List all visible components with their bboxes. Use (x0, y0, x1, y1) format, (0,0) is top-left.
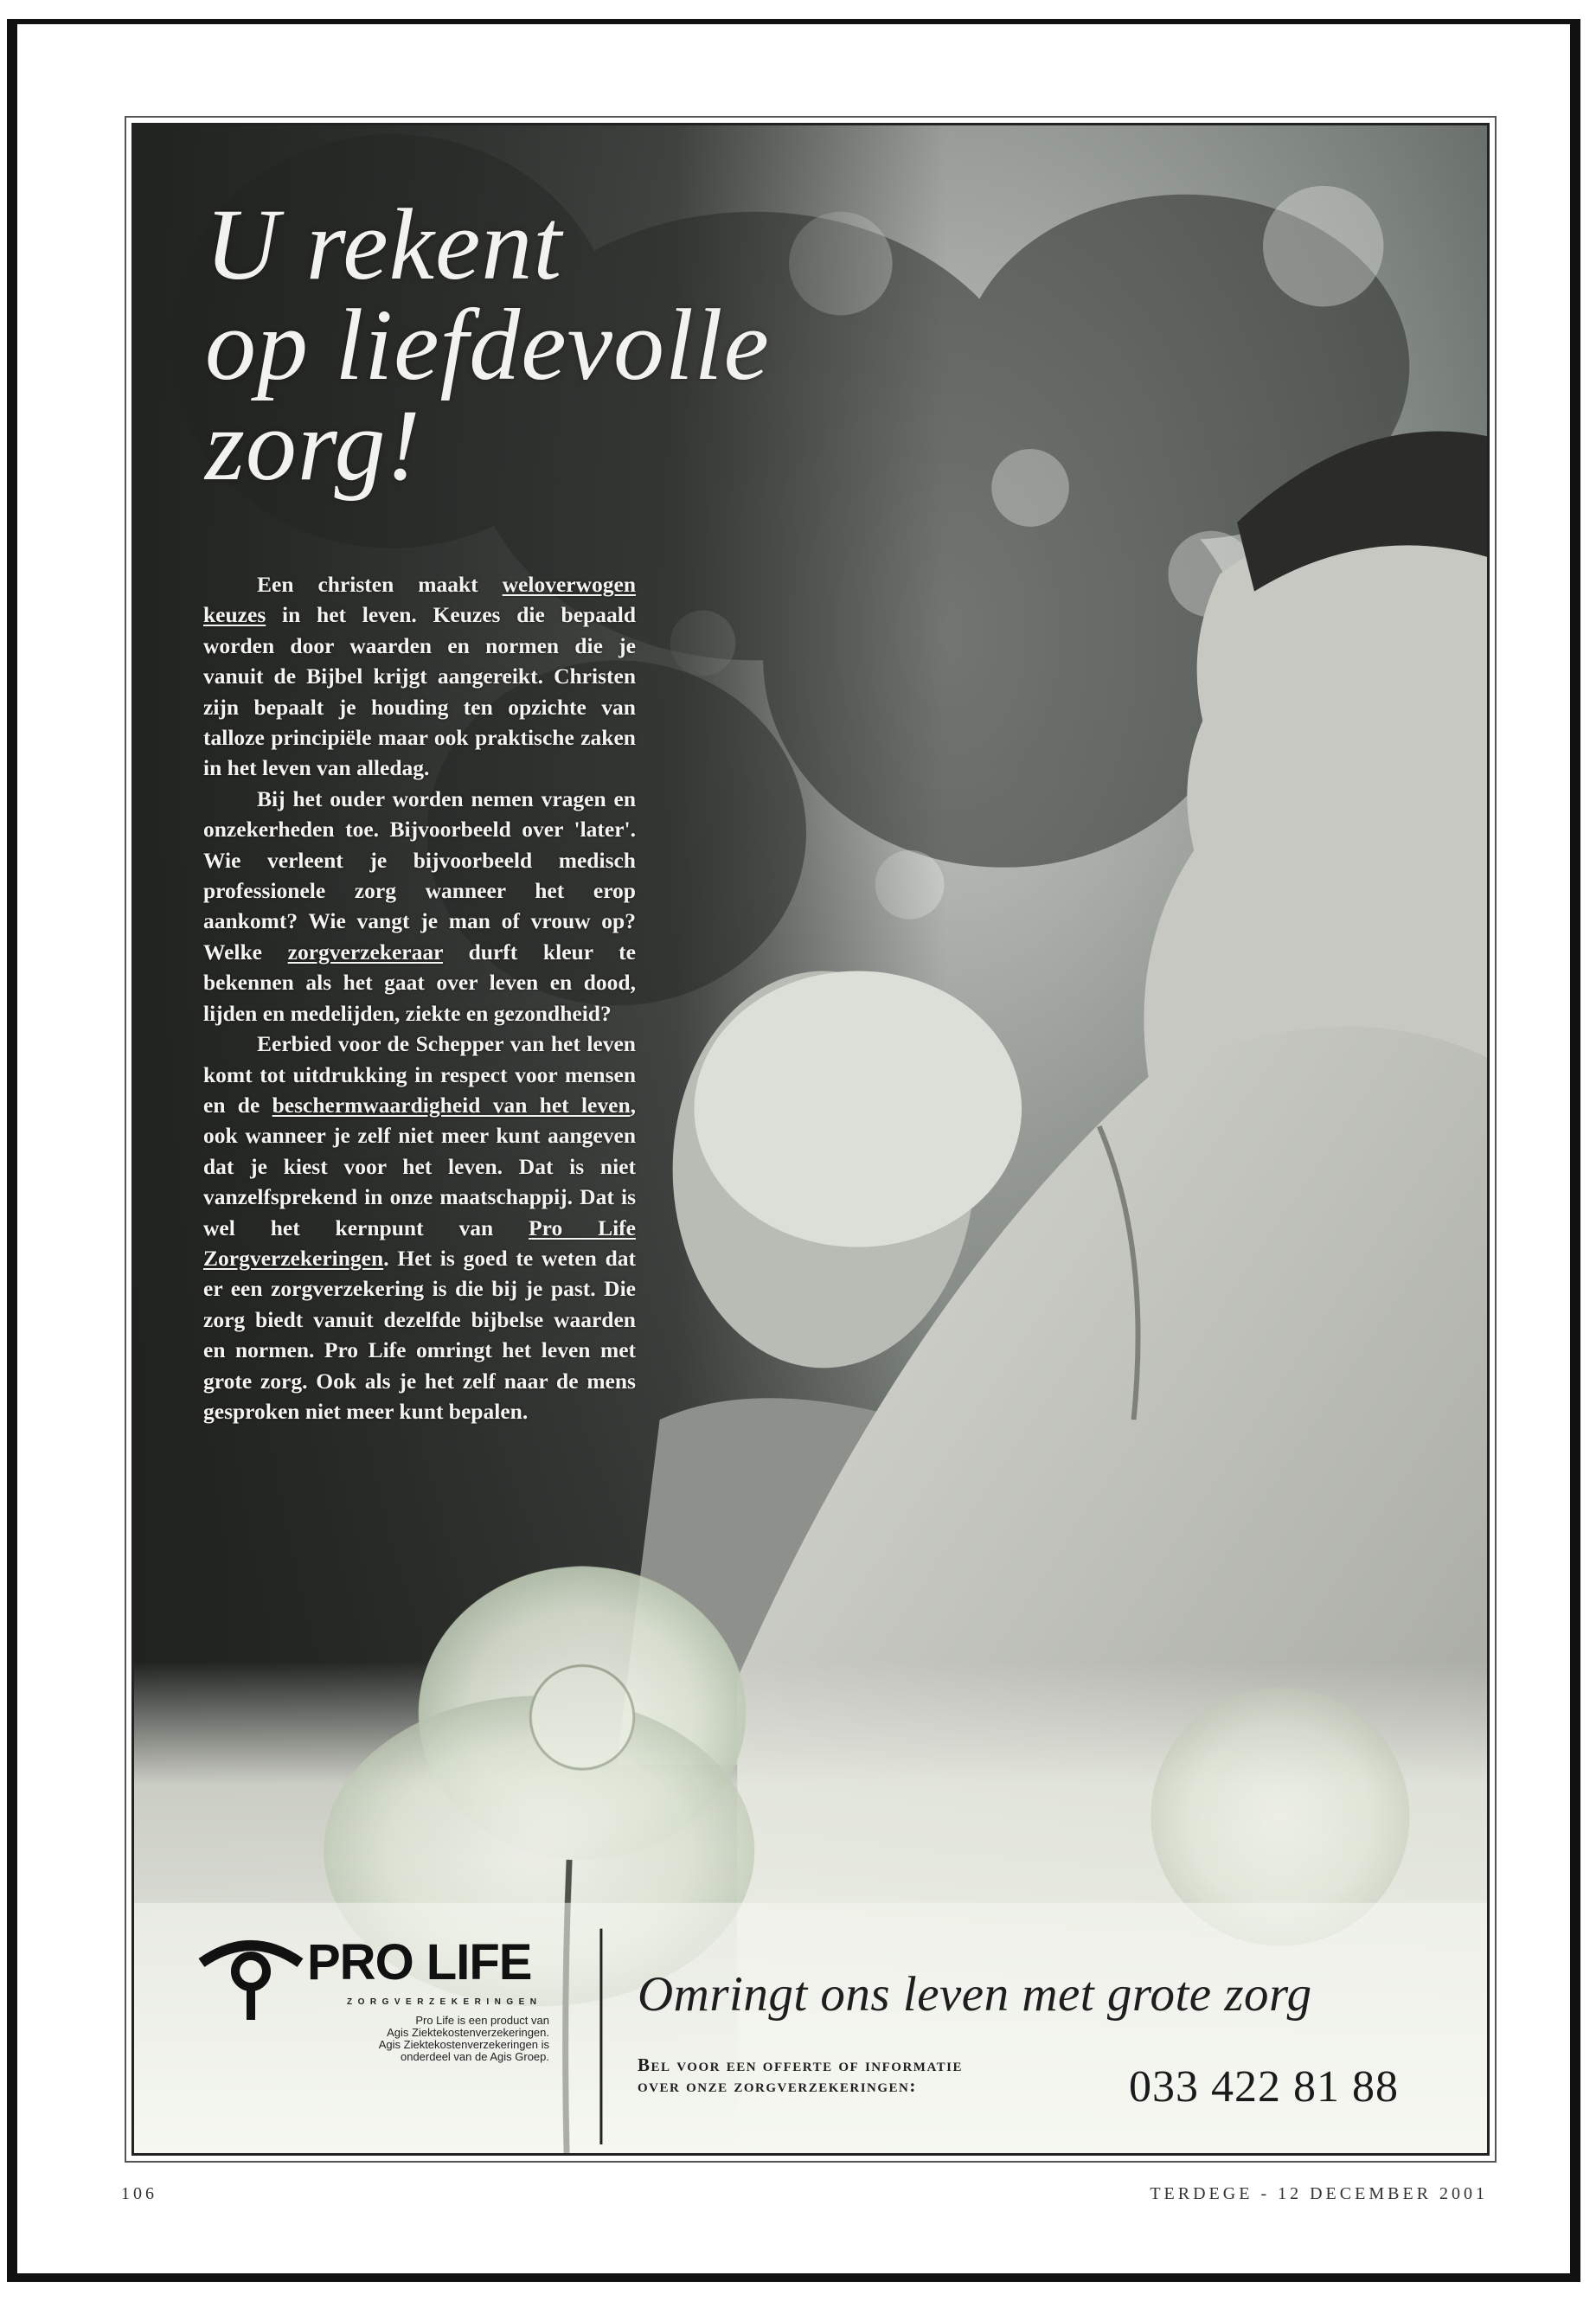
pro-life-logo (195, 1933, 549, 2106)
headline-line-2: op liefdevolle (205, 288, 770, 401)
underlined-phrase: beschermwaardigheid van het leven (272, 1092, 631, 1118)
publication-date: TERDEGE - 12 DECEMBER 2001 (1150, 2184, 1488, 2203)
headline (205, 188, 770, 502)
logo-note-line: Agis Ziektekostenverzekeringen is (378, 2038, 549, 2051)
underlined-phrase: zorgverzekeraar (287, 939, 443, 965)
body-paragraph-2: Bij het ouder worden nemen vragen en onzekerheden toe. Bijvoorbeeld over 'later'. Wie verleent je bijvoorbeeld medisch professionele zorg wanneer het erop aankomt? Wie vangt je man of vrouw op? Welke zorgverzekeraar durft kleur te bekennen als het gaat over leven en dood, lijden en medelijden, ziekte en gezondheid? (203, 785, 636, 1026)
underlined-phrase: Pro Life Zorgverzekeringen (203, 1215, 636, 1271)
logo-note-line: Pro Life is een product van (415, 2014, 549, 2027)
headline-line-1: U rekent (205, 188, 563, 301)
advertisement (131, 123, 1490, 2156)
logo-note-line: onderdeel van de Agis Groep. (400, 2050, 549, 2063)
body-paragraph-3: Eerbied voor de Schepper van het leven komt tot uitdrukking in respect voor mensen en de beschermwaardigheid van het leven, ook wanneer je zelf niet meer kunt aangeven dat je kiest voor het leven. Dat is niet vanzelfsprekend in onze maatschappij. Dat is wel het kernpunt van Pro Life Zorgverzekeringen. Het is goed te weten dat er een zorgverzekering is die bij je past. Die zorg biedt vanuit dezelfde bijbelse waarden en normen. Pro Life omringt het leven met grote zorg. Ook als je het zelf naar de mens gesproken niet meer kunt bepalen. (203, 1031, 636, 1424)
phone-number: 033 422 81 88 (1129, 2062, 1399, 2112)
tagline: Omringt ons leven met grote zorg (638, 1967, 1312, 2022)
logo-note-line: Agis Ziektekostenverzekeringen. (387, 2026, 549, 2039)
cta-line-1: Bel voor een offerte of informatie (638, 2054, 964, 2075)
logo-subtitle: ZORGVERZEKERINGEN (347, 1997, 542, 2007)
body-copy (203, 569, 636, 1426)
cta-line-2: over onze zorgverzekeringen: (638, 2075, 917, 2096)
logo-note (290, 2015, 549, 2063)
call-to-action (638, 2054, 963, 2096)
headline-line-3: zorg! (205, 388, 421, 502)
body-paragraph-1: Een christen maakt weloverwogen keuzes in het leven. Keuzes die bepaald worden door waarden en normen die je vanuit de Bijbel krijgt aangereikt. Christen zijn bepaalt je houding ten opzichte van talloze principiële maar ook praktische zaken in het leven van alledag. (203, 572, 636, 781)
logo-name: PRO LIFE (307, 1934, 532, 1990)
underlined-phrase: weloverwogen keuzes (203, 572, 636, 628)
page-number: 106 (121, 2184, 157, 2203)
